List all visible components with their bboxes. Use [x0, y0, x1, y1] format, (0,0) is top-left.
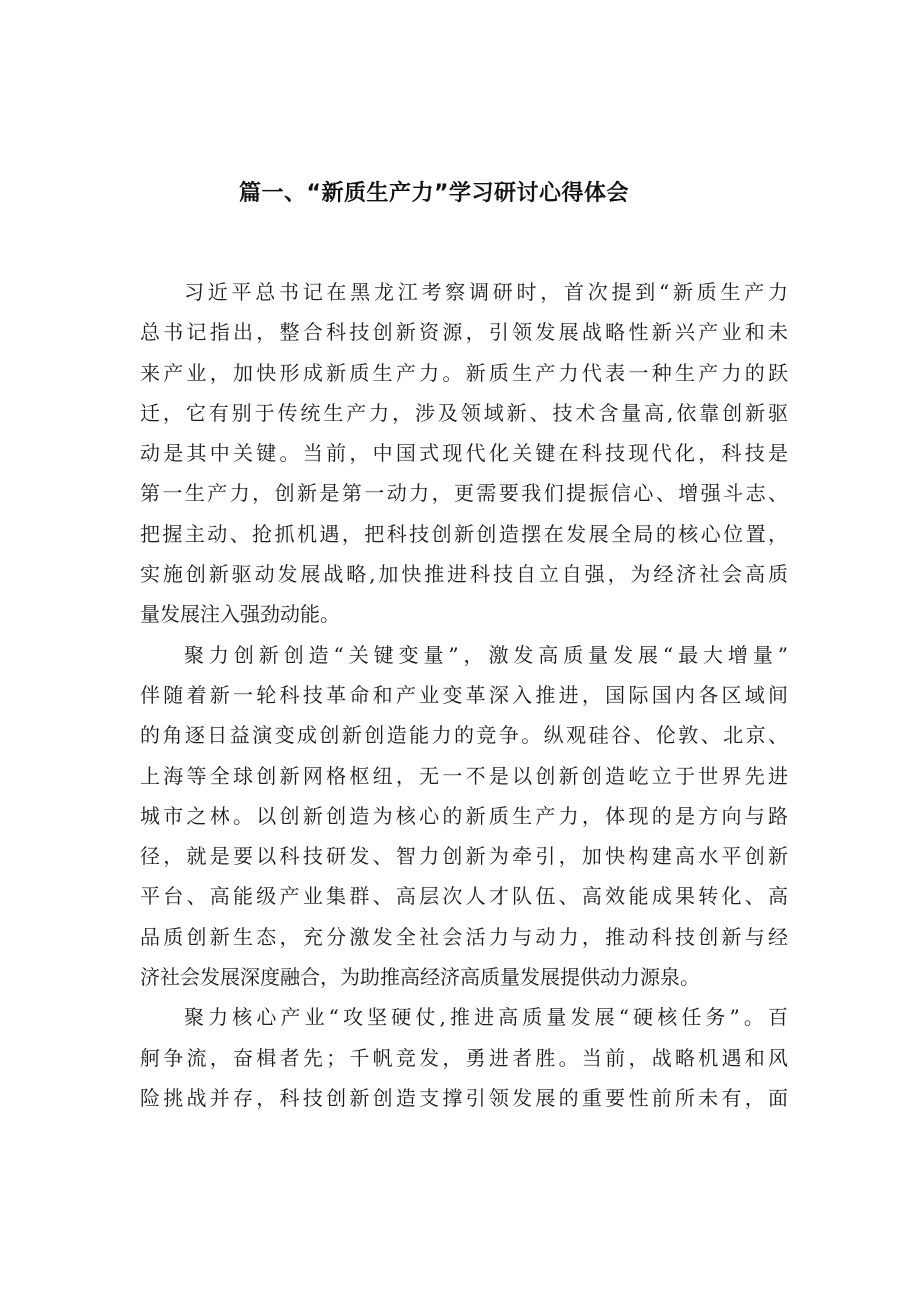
paragraph-2-line-6: 径，就是要以科技研发、智力创新为牵引，加快构建高水平创新	[140, 844, 788, 869]
paragraph-2-line-8: 品质创新生态，充分激发全社会活力与动力，推动科技创新与经	[140, 924, 788, 949]
paragraph-3-line-2: 舸争流，奋楫者先；千帆竞发，勇进者胜。当前，战略机遇和风	[140, 1045, 788, 1070]
document-title: 篇一、“新质生产力”学习研讨心得体会	[239, 181, 629, 206]
paragraph-2-line-5: 城市之林。以创新创造为核心的新质生产力，体现的是方向与路	[140, 803, 788, 828]
paragraph-1-line-3: 来产业，加快形成新质生产力。新质生产力代表一种生产力的跃	[140, 360, 788, 385]
paragraph-1-line-7: 把握主动、抢抓机遇，把科技创新创造摆在发展全局的核心位置，	[140, 521, 788, 546]
paragraph-2-line-3: 的角逐日益演变成创新创造能力的竞争。纵观硅谷、伦敦、北京、	[140, 723, 788, 748]
paragraph-1-line-8: 实施创新驱动发展战略,加快推进科技自立自强，为经济社会高质	[140, 562, 788, 587]
paragraph-3-line-1: 聚力核心产业“攻坚硬仗,推进高质量发展“硬核任务”。百	[184, 1005, 788, 1030]
paragraph-1-line-9: 量发展注入强劲动能。	[140, 602, 340, 627]
paragraph-1-line-6: 第一生产力，创新是第一动力，更需要我们提振信心、增强斗志、	[140, 481, 788, 506]
paragraph-2-line-9: 济社会发展深度融合，为助推高经济高质量发展提供动力源泉。	[140, 965, 700, 990]
paragraph-1-line-1: 习近平总书记在黑龙江考察调研时，首次提到“新质生产力	[184, 280, 788, 304]
document-body	[140, 272, 788, 1118]
paragraph-1-line-5: 动是其中关键。当前，中国式现代化关键在科技现代化，科技是	[140, 441, 788, 466]
paragraph-3-line-3: 险挑战并存，科技创新创造支撑引领发展的重要性前所未有，面	[140, 1085, 788, 1110]
paragraph-2-line-2: 伴随着新一轮科技革命和产业变革深入推进，国际国内各区域间	[140, 682, 788, 707]
paragraph-1-line-4: 迁，它有别于传统生产力，涉及领域新、技术含量高,依靠创新驱	[140, 400, 788, 425]
paragraph-2-line-7: 平台、高能级产业集群、高层次人才队伍、高效能成果转化、高	[140, 884, 788, 909]
paragraph-2-line-1: 聚力创新创造“关键变量”，激发高质量发展“最大增量”	[184, 642, 788, 667]
paragraph-1-line-2: 总书记指出，整合科技创新资源，引领发展战略性新兴产业和未	[140, 320, 788, 345]
paragraph-2-line-4: 上海等全球创新网格枢纽，无一不是以创新创造屹立于世界先进	[140, 763, 788, 788]
